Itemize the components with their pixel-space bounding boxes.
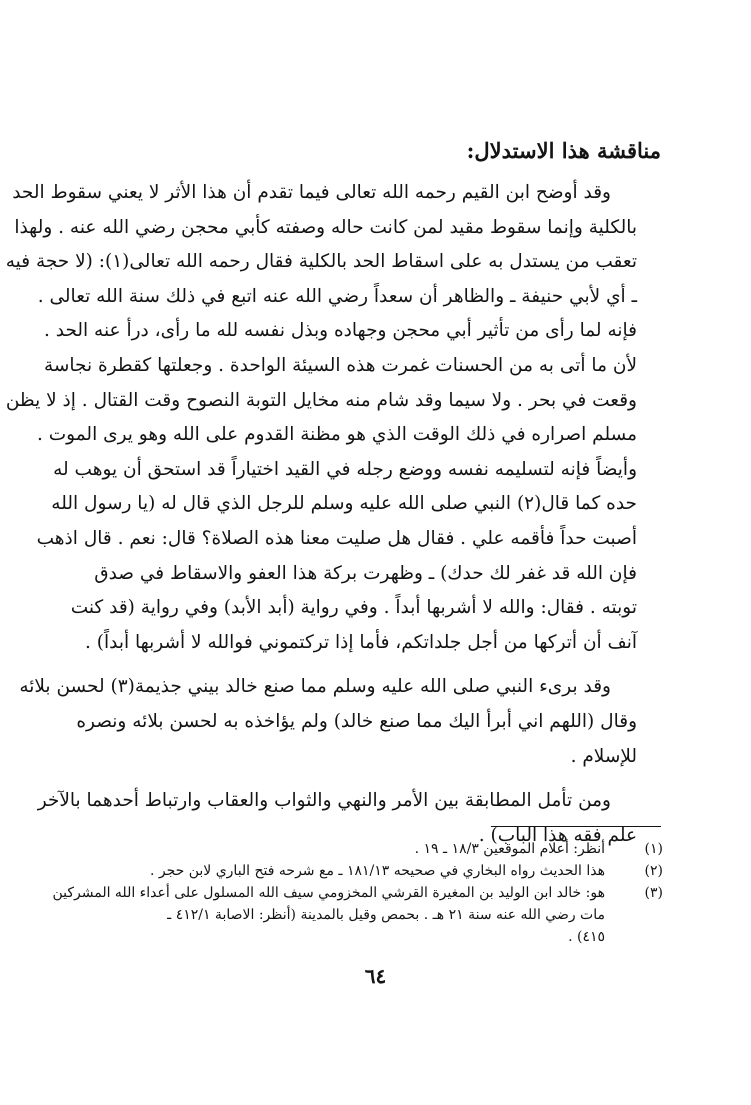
text-line: وقد برىء النبي صلى الله عليه وسلم مما صنع خالد بيني جذيمة(٣) لحسن بلائه	[19, 676, 611, 698]
text-line: ـ أي لأبي حنيفة ـ والظاهر أن سعداً رضي الله عنه اتبع في ذلك سنة الله تعالى .	[37, 285, 637, 307]
footnote-text	[52, 882, 605, 948]
text-line: فإن الله قد غفر لك حدك) ـ وظهرت بركة هذا العفو والاسقاط في صدق	[94, 562, 637, 584]
text-line: لأن ما أتى به من الحسنات غمرت هذه السيئة الواحدة . وجعلتها كقطرة نجاسة	[43, 354, 637, 376]
text-line: للإسلام .	[570, 745, 637, 767]
text-line: آنف أن أتركها من أجل جلداتكم، فأما إذا تركتموني فوالله لا أشربها أبداً) .	[84, 631, 637, 653]
footnote-line: أنظر: أعلام الموقعين ١٨/٣ ـ ١٩ .	[414, 841, 605, 857]
footnotes	[53, 838, 663, 948]
text-line: أصبت حداً فأقمه علي . فقال هل صليت معنا هذه الصلاة؟ قال: نعم . قال اذهب	[36, 527, 637, 549]
text-line: بالكلية وإنما سقوط مقيد لمن كانت حاله وصفته كأبي محجن رضي الله عنه . ولهذا	[14, 216, 637, 238]
text-line: توبته . فقال: والله لا أشربها أبداً . وفي رواية (أبد الأبد) وفي رواية (قد كنت	[70, 597, 637, 619]
footnote-number: (٢)	[644, 863, 663, 879]
footnote-text	[53, 860, 605, 882]
footnote-line: هذا الحديث رواه البخاري في صحيحه ١٨١/١٣ ـ مع شرحه فتح الباري لابن حجر .	[149, 863, 605, 879]
footnote-number: (١)	[644, 841, 663, 857]
text-line: وأيضاً فإنه لتسليمه نفسه ووضع رجله في القيد اختياراً قد استحق أن يوهب له	[53, 458, 637, 480]
text-line: فإنه لما رأى من تأثير أبي محجن وجهاده وبذل نفسه لله ما رأى، درأ عنه الحد .	[43, 320, 637, 342]
text-line: حده كما قال(٢) النبي صلى الله عليه وسلم للرجل الذي قال له (يا رسول الله	[51, 493, 637, 515]
footnote-line: هو: خالد ابن الوليد بن المغيرة القرشي المخزومي سيف الله المسلول على أعداء الله المشركين	[52, 885, 605, 901]
text-line: وقعت في بحر . ولا سيما وقد شام منه مخايل التوبة النصوح وقت القتال . إذ لا يظن	[5, 389, 637, 411]
footnote-line: مات رضي الله عنه سنة ٢١ هـ . بحمص وقيل بالمدينة (أنظر: الاصابة ٤١٢/١ ـ	[167, 907, 605, 923]
footnote-text	[53, 838, 605, 860]
text-line: تعقب من يستدل به على اسقاط الحد بالكلية فقال رحمه الله تعالى(١): (لا حجة فيه	[5, 251, 637, 273]
page-number: ٦٤	[364, 964, 387, 988]
paragraph	[5, 176, 663, 660]
footnote-divider	[491, 826, 661, 827]
paragraph	[19, 670, 663, 774]
footnote	[53, 838, 663, 860]
text-line: مسلم اصراره في ذلك الوقت الذي هو مظنة القدوم على الله وهو يرى الموت .	[37, 424, 637, 446]
text-line: وقال (اللهم اني أبرأ اليك مما صنع خالد) ولم يؤاخذه به لحسن بلائه ونصره	[76, 710, 637, 732]
footnote	[53, 882, 663, 948]
text-line: وقد أوضح ابن القيم رحمه الله تعالى فيما تقدم أن هذا الأثر لا يعني سقوط الحد	[12, 182, 611, 203]
text-line: علم فقه هذا الباب) .	[478, 824, 637, 846]
footnote	[53, 860, 663, 882]
footnote-number: (٣)	[644, 885, 663, 901]
section-heading: مناقشة هذا الاستدلال:	[466, 138, 661, 163]
text-line: ومن تأمل المطابقة بين الأمر والنهي والثواب والعقاب وارتباط أحدهما بالآخر	[37, 790, 611, 812]
body-text	[5, 176, 663, 853]
footnote-line: ٤١٥) .	[568, 929, 605, 945]
